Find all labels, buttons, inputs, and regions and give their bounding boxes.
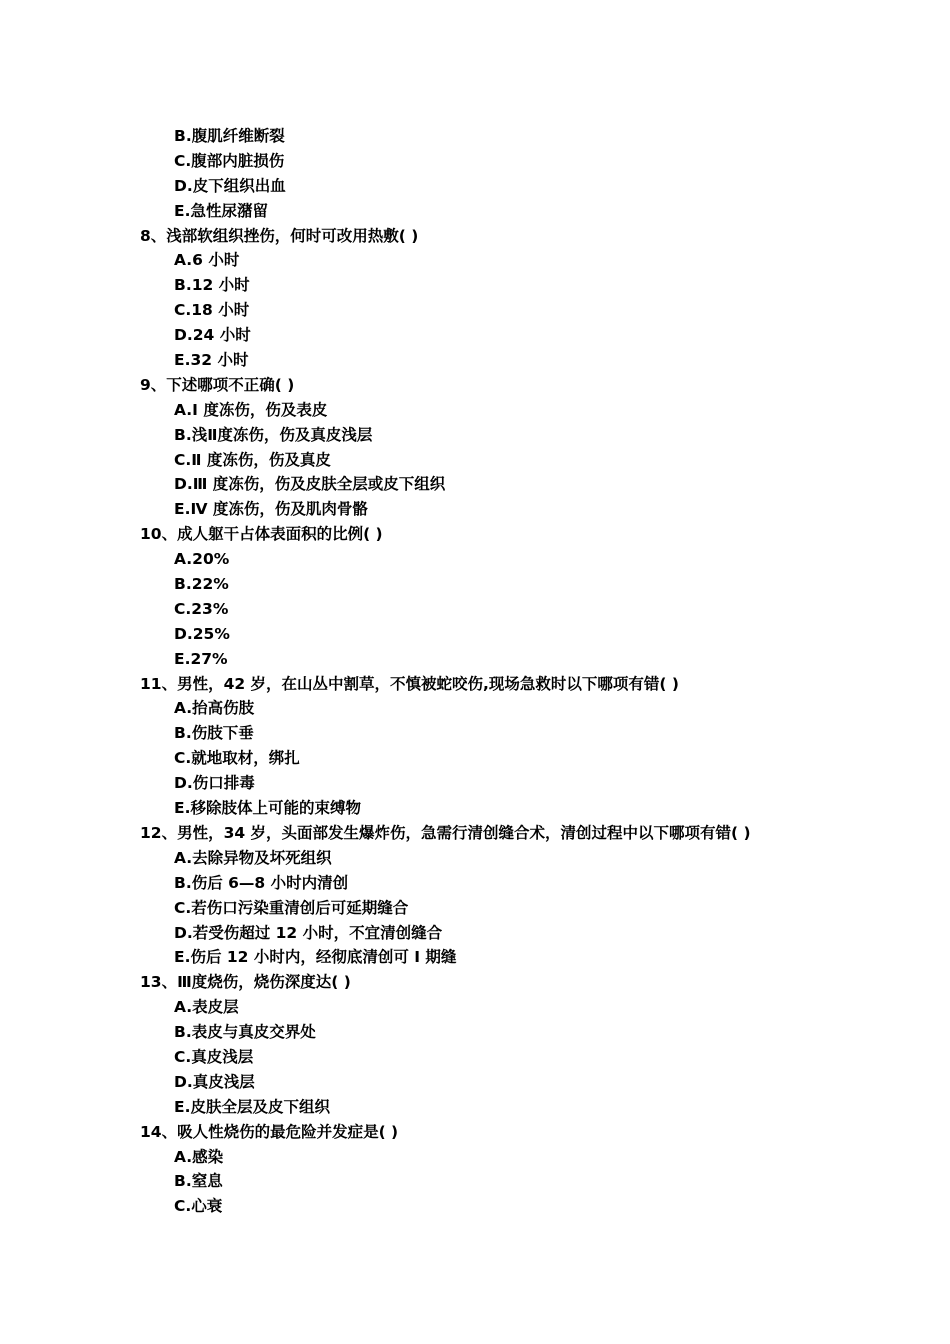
answer-option: A.抬高伤肢 xyxy=(174,699,255,718)
question-text: 12、男性，34 岁，头面部发生爆炸伤，急需行清创缝合术，清创过程中以下哪项有错( ) xyxy=(140,823,751,842)
answer-option: D.24 小时 xyxy=(174,326,251,345)
question-text: 10、成人躯干占体表面积的比例( ) xyxy=(140,525,383,544)
answer-option: B.浅Ⅱ度冻伤，伤及真皮浅层 xyxy=(174,425,373,444)
question-text: 8、浅部软组织挫伤，何时可改用热敷( ) xyxy=(140,226,419,245)
answer-option: C.Ⅱ 度冻伤，伤及真皮 xyxy=(174,450,331,469)
answer-option: D.真皮浅层 xyxy=(174,1072,255,1091)
answer-option: C.真皮浅层 xyxy=(174,1047,254,1066)
answer-option: A.20% xyxy=(174,550,230,569)
answer-option: B.腹肌纤维断裂 xyxy=(174,127,285,145)
answer-option: A.6 小时 xyxy=(174,251,240,270)
answer-option: A.Ⅰ 度冻伤，伤及表皮 xyxy=(174,400,328,419)
answer-option: B.12 小时 xyxy=(174,276,250,295)
answer-option: C.腹部内脏损伤 xyxy=(174,151,285,170)
question-text: 14、吸人性烧伤的最危险并发症是( ) xyxy=(140,1122,399,1141)
answer-option: D.伤口排毒 xyxy=(174,774,255,793)
answer-option: B.伤肢下垂 xyxy=(174,724,254,743)
answer-option: E.Ⅳ 度冻伤，伤及肌肉骨骼 xyxy=(174,500,368,519)
answer-option: C.23% xyxy=(174,599,229,618)
question-text: 13、Ⅲ度烧伤，烧伤深度达( ) xyxy=(140,973,351,992)
answer-option: E.伤后 12 小时内，经彻底清创可 I 期缝 xyxy=(174,948,457,967)
answer-option: C.若伤口污染重清创后可延期缝合 xyxy=(174,898,409,917)
answer-option: E.皮肤全层及皮下组织 xyxy=(174,1097,330,1116)
answer-option: D.若受伤超过 12 小时，不宜清创缝合 xyxy=(174,923,443,942)
answer-option: E.27% xyxy=(174,649,228,668)
answer-option: D.25% xyxy=(174,624,230,643)
question-list xyxy=(0,124,950,1219)
answer-option: B.伤后 6—8 小时内清创 xyxy=(174,873,349,892)
answer-option: B.22% xyxy=(174,575,229,594)
answer-option: E.32 小时 xyxy=(174,351,249,370)
answer-option: A.表皮层 xyxy=(174,998,239,1017)
answer-option: C.心衰 xyxy=(174,1197,223,1216)
answer-option: A.去除异物及坏死组织 xyxy=(174,848,332,867)
answer-option: E.移除肢体上可能的束缚物 xyxy=(174,799,361,818)
answer-option: C.18 小时 xyxy=(174,301,250,320)
answer-option: B.表皮与真皮交界处 xyxy=(174,1023,316,1042)
answer-option: A.感染 xyxy=(174,1147,224,1166)
question-text: 11、男性，42 岁，在山丛中割草，不慎被蛇咬伤,现场急救时以下哪项有错( ) xyxy=(140,674,679,693)
answer-option: C.就地取材，绑扎 xyxy=(174,749,300,768)
answer-option: D.Ⅲ 度冻伤，伤及皮肤全层或皮下组织 xyxy=(174,475,446,494)
question-text: 9、下述哪项不正确( ) xyxy=(140,375,295,394)
answer-option: D.皮下组织出血 xyxy=(174,176,286,195)
answer-option: E.急性尿潴留 xyxy=(174,201,268,220)
answer-option: B.窒息 xyxy=(174,1172,223,1191)
